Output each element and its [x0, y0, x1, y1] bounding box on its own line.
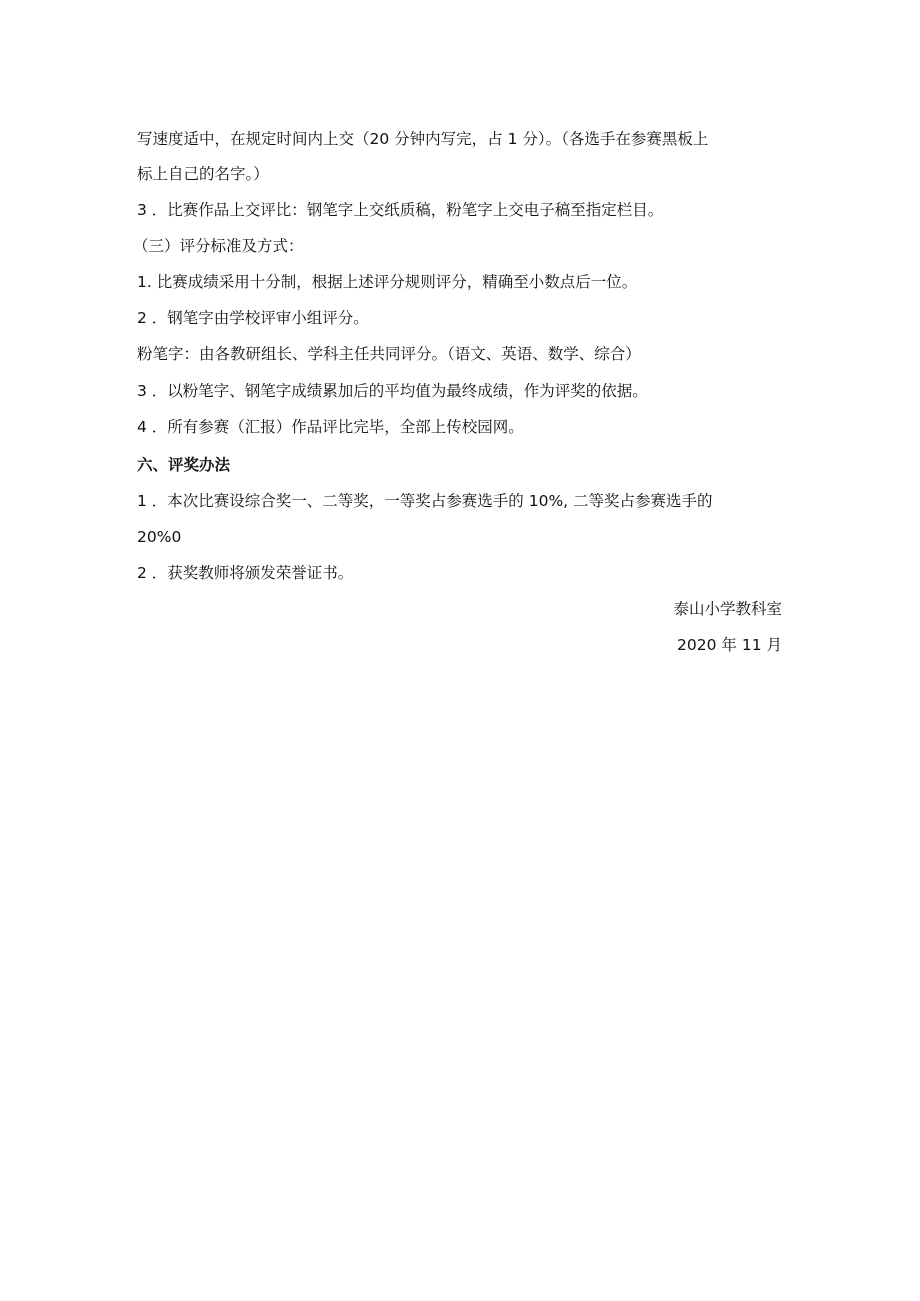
- paragraph-line: 写速度适中，在规定时间内上交（20 分钟内写完，占 1 分）。（各选手在参赛黑板上: [137, 130, 709, 148]
- paragraph-line: 标上自己的名字。）: [137, 165, 269, 183]
- subsection-heading: （三）评分标准及方式：: [133, 237, 304, 255]
- award-item-2: 2 ．获奖教师将颁发荣誉证书。: [137, 564, 354, 582]
- award-item-1: 1 ．本次比赛设综合奖一、二等奖，一等奖占参赛选手的 10%, 二等奖占参赛选手的: [137, 492, 713, 510]
- signature-date: 2020 年 11 月: [677, 636, 782, 654]
- scoring-item-1: 1. 比赛成绩采用十分制，根据上述评分规则评分，精确至小数点后一位。: [137, 273, 638, 291]
- signature-office: 泰山小学教科室: [673, 600, 782, 618]
- scoring-item-2-detail: 粉笔字：由各教研组长、学科主任共同评分。（语文、英语、数学、综合）: [137, 345, 641, 363]
- award-item-1-continued: 20%0: [137, 528, 182, 546]
- scoring-item-4: 4 ．所有参赛（汇报）作品评比完毕，全部上传校园网。: [137, 418, 524, 436]
- rule-item-3: 3 ．比赛作品上交评比：钢笔字上交纸质稿，粉笔字上交电子稿至指定栏目。: [137, 201, 664, 219]
- scoring-item-3: 3 ．以粉笔字、钢笔字成绩累加后的平均值为最终成绩，作为评奖的依据。: [137, 382, 648, 400]
- section-heading: 六、评奖办法: [137, 456, 231, 474]
- scoring-item-2: 2 ．钢笔字由学校评审小组评分。: [137, 309, 369, 327]
